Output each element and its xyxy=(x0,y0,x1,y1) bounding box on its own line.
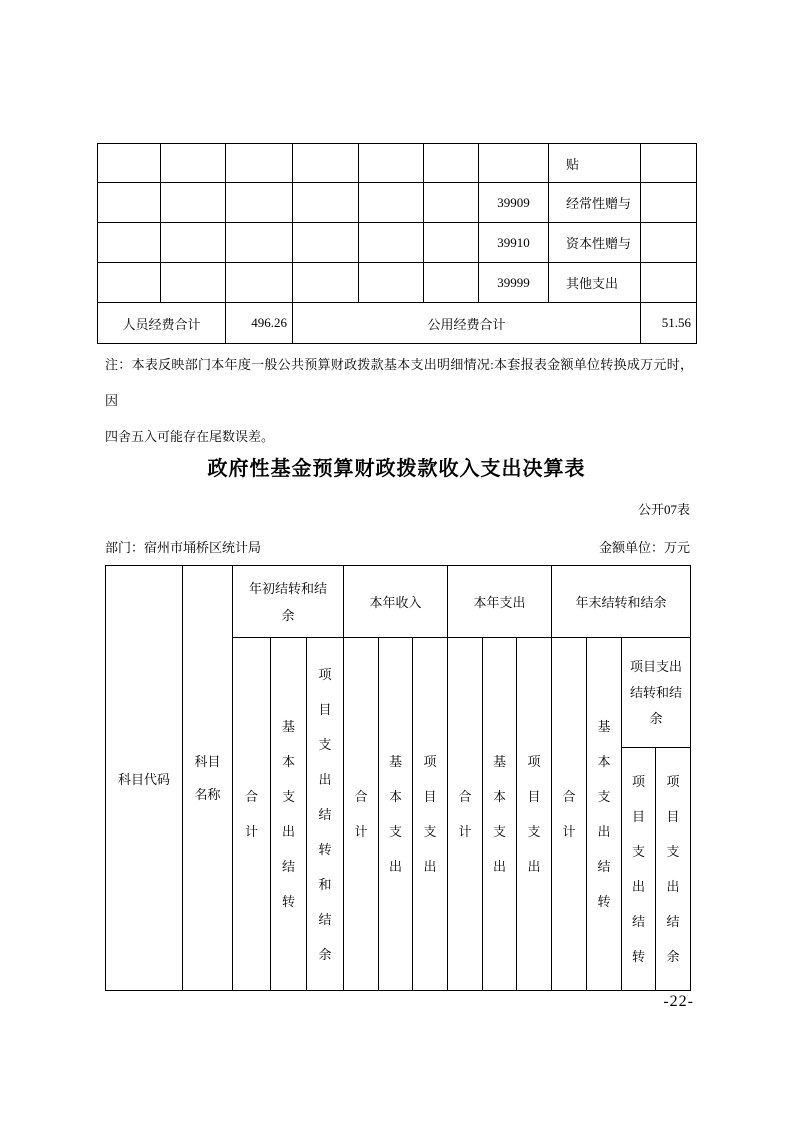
col-income-basic xyxy=(379,638,413,991)
economic-code-cell: 39999 xyxy=(479,263,549,303)
cell xyxy=(161,223,226,263)
cell xyxy=(424,183,479,223)
group-label: 年初结转和结余 xyxy=(248,580,327,623)
amount-cell xyxy=(641,183,697,223)
col-expense-basic xyxy=(483,638,517,991)
cell xyxy=(293,183,359,223)
page-number: -22- xyxy=(663,993,694,1010)
vertical-label: 合计 xyxy=(244,789,258,839)
table-footnote xyxy=(105,347,693,455)
amount-cell xyxy=(641,144,697,183)
vertical-label: 项目支出 xyxy=(527,754,541,874)
section-title: 政府性基金预算财政拨款收入支出决算表 xyxy=(207,458,586,480)
public-total-label: 公用经费合计 xyxy=(293,303,641,344)
vertical-label: 基本支出结转 xyxy=(597,719,611,909)
subject-name-label: 科目名称 xyxy=(194,754,221,802)
cell xyxy=(293,144,359,183)
personnel-total-value: 496.26 xyxy=(226,303,293,344)
totals-row xyxy=(98,303,697,344)
footnote-line1: 注：本表反映部门本年度一般公共预算财政拨款基本支出明细情况:本套报表金额单位转换成万元时，因 xyxy=(105,357,693,408)
col-expense-total xyxy=(448,638,483,991)
vertical-label: 合计 xyxy=(354,789,368,839)
group-year-begin-carryover xyxy=(233,566,344,638)
col-yearbegin-project-carryover xyxy=(307,638,344,991)
cell xyxy=(226,183,293,223)
group-current-year-income: 本年收入 xyxy=(344,566,448,638)
table-number: 公开07表 xyxy=(637,502,690,517)
vertical-label: 项目支出结余 xyxy=(666,774,680,964)
cell xyxy=(359,144,424,183)
cell xyxy=(359,263,424,303)
col-income-project xyxy=(413,638,448,991)
personnel-total-label: 人员经费合计 xyxy=(98,303,226,344)
subgroup-project-carryover xyxy=(622,638,691,748)
cell xyxy=(98,144,161,183)
group-current-year-expenditure: 本年支出 xyxy=(448,566,552,638)
cell xyxy=(424,223,479,263)
economic-code-cell: 39909 xyxy=(479,183,549,223)
col-yearbegin-basic-carryover xyxy=(271,638,307,991)
cell xyxy=(98,263,161,303)
cell xyxy=(359,223,424,263)
vertical-label: 项目支出结转 xyxy=(631,774,645,964)
economic-name-cell: 经常性赠与 xyxy=(549,183,641,223)
header-subject-code: 科目代码 xyxy=(106,566,183,991)
economic-name-cell: 资本性赠与 xyxy=(549,223,641,263)
table-row xyxy=(98,263,697,303)
vertical-label: 合计 xyxy=(458,789,472,839)
economic-name-cell: 其他支出 xyxy=(549,263,641,303)
vertical-label: 基本支出 xyxy=(492,754,506,874)
cell xyxy=(161,183,226,223)
footnote-line2: 四舍五入可能存在尾数误差。 xyxy=(105,429,275,444)
vertical-label: 项目支出 xyxy=(423,754,437,874)
table-row xyxy=(98,223,697,263)
cell xyxy=(226,144,293,183)
unit-label: 金额单位：万元 xyxy=(598,540,690,555)
header-row-groups xyxy=(106,566,691,638)
col-income-total xyxy=(344,638,379,991)
cell xyxy=(226,223,293,263)
vertical-label: 项目支出结转和结余 xyxy=(318,666,332,962)
economic-code-cell: 39910 xyxy=(479,223,549,263)
col-yearend-project-carryforward xyxy=(622,748,656,991)
col-yearbegin-total xyxy=(233,638,271,991)
cell xyxy=(293,263,359,303)
amount-cell xyxy=(641,263,697,303)
vertical-label: 合计 xyxy=(562,789,576,839)
col-expense-project xyxy=(517,638,552,991)
gov-fund-budget-table xyxy=(105,565,691,991)
economic-name-cell: 贴 xyxy=(549,144,641,183)
subgroup-label: 项目支出结转和结余 xyxy=(629,658,682,726)
cell xyxy=(98,223,161,263)
table-row xyxy=(98,144,697,183)
department-label: 部门：宿州市埇桥区统计局 xyxy=(105,540,262,555)
cell xyxy=(359,183,424,223)
header-subject-name xyxy=(183,566,233,991)
cell xyxy=(424,144,479,183)
cell xyxy=(293,223,359,263)
vertical-label: 基本支出结转 xyxy=(281,719,295,909)
public-total-value: 51.56 xyxy=(641,303,697,344)
col-yearend-basic-carryover xyxy=(587,638,622,991)
table-row xyxy=(98,183,697,223)
col-yearend-project-balance xyxy=(656,748,691,991)
cell xyxy=(226,263,293,303)
economic-code-cell xyxy=(479,144,549,183)
cell xyxy=(161,263,226,303)
vertical-label: 基本支出 xyxy=(388,754,402,874)
cell xyxy=(98,183,161,223)
group-year-end-carryover: 年末结转和结余 xyxy=(552,566,691,638)
amount-cell xyxy=(641,223,697,263)
col-yearend-total xyxy=(552,638,587,991)
cell xyxy=(161,144,226,183)
basic-expenditure-detail-table xyxy=(97,143,697,344)
cell xyxy=(424,263,479,303)
table-meta-row xyxy=(105,537,690,556)
